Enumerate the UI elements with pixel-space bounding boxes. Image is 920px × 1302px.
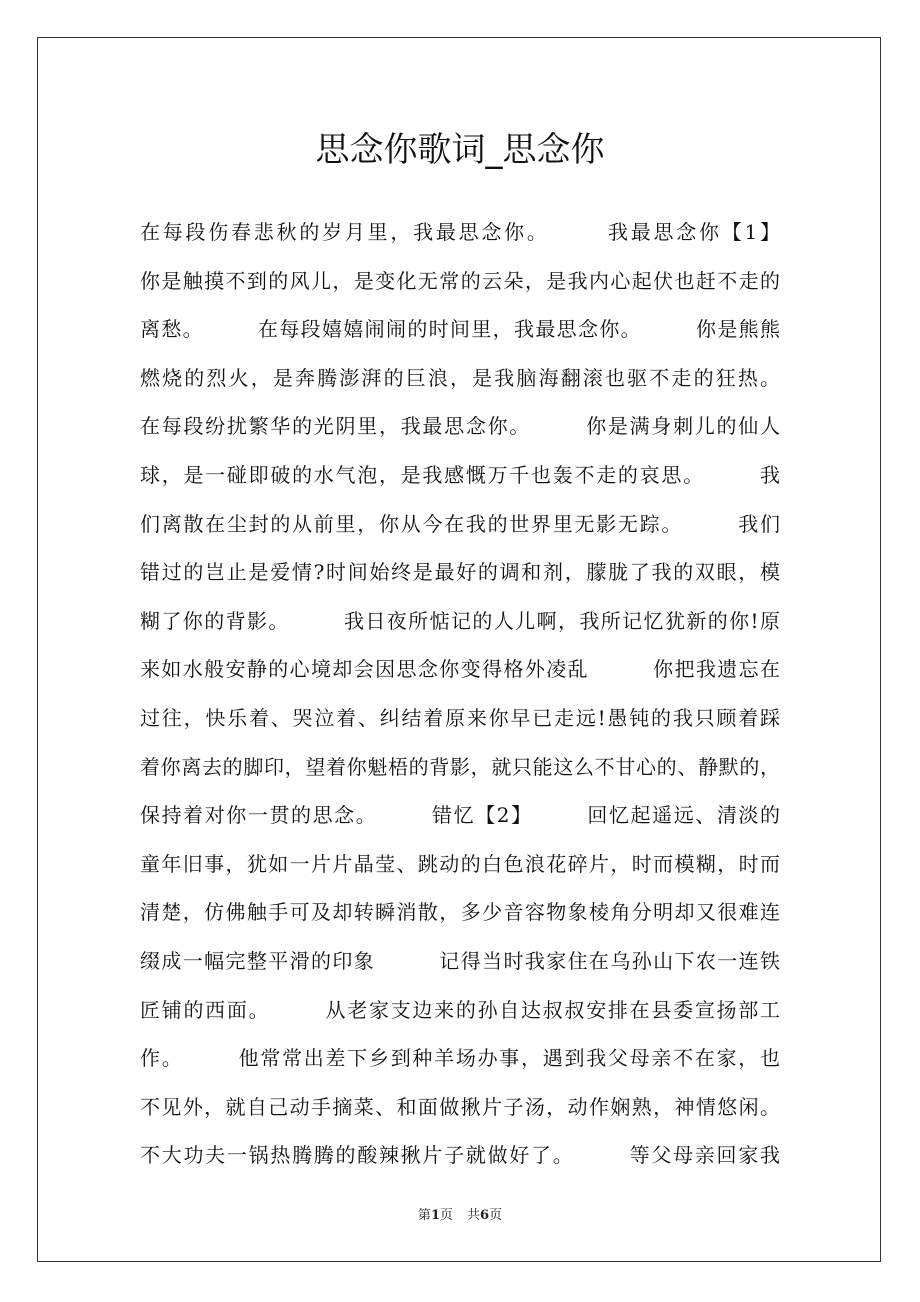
text-line — [140, 212, 780, 261]
text-line — [140, 309, 780, 358]
text-line-content: 在每段纷扰繁华的光阴里，我最思念你。 你是满身刺儿的仙人 — [140, 414, 780, 439]
text-line-content: 来如水般安静的心境却会因思念你变得格外凌乱 你把我遗忘在 — [140, 657, 780, 682]
text-line — [140, 649, 780, 698]
text-line-content: 作。 他常常出差下乡到种羊场办事，遇到我父母亲不在家，也 — [140, 1046, 780, 1071]
text-line-content: 们离散在尘封的从前里，你从今在我的世界里无影无踪。 我们 — [140, 511, 780, 536]
text-line — [140, 1038, 780, 1087]
total-label-suffix: 页 — [489, 1208, 503, 1223]
text-line-content: 你是触摸不到的风儿，是变化无常的云朵，是我内心起伏也赶不走的 — [140, 268, 780, 293]
text-line-content: 不见外，就自己动手摘菜、和面做揪片子汤，动作娴熟，神情悠闲。 — [140, 1094, 780, 1119]
text-line-content: 燃烧的烈火，是奔腾澎湃的巨浪，是我脑海翻滚也驱不走的狂热。 — [140, 365, 780, 390]
text-line — [140, 698, 780, 747]
text-line — [140, 990, 780, 1039]
page-footer — [0, 1204, 920, 1223]
text-line — [140, 1135, 780, 1184]
text-line — [140, 261, 780, 310]
text-line-content: 在每段伤春悲秋的岁月里，我最思念你。 我最思念你【1】 — [140, 220, 780, 244]
current-page-number: 1 — [430, 1208, 440, 1223]
text-line-content: 球，是一碰即破的水气泡，是我感慨万千也轰不走的哀思。 我 — [140, 462, 780, 487]
text-line-content: 缀成一幅完整平滑的印象 记得当时我家住在乌孙山下农一连铁 — [140, 948, 780, 973]
text-line — [140, 747, 780, 796]
text-line-content: 不大功夫一锅热腾腾的酸辣揪片子就做好了。 等父母亲回家我 — [140, 1143, 780, 1168]
text-line-content: 错过的岂止是爱情?时间始终是最好的调和剂，朦胧了我的双眼，模 — [140, 560, 780, 585]
page-label-prefix: 第 — [417, 1208, 431, 1223]
text-line — [140, 1087, 780, 1136]
text-line-content: 保持着对你一贯的思念。 错忆【2】 回忆起遥远、清淡的 — [140, 803, 780, 828]
text-line — [140, 358, 780, 407]
text-line — [140, 601, 780, 650]
text-line — [140, 892, 780, 941]
text-line — [140, 795, 780, 844]
text-line-content: 过往，快乐着、哭泣着、纠结着原来你早已走远!愚钝的我只顾着踩 — [140, 705, 780, 730]
text-line — [140, 941, 780, 990]
text-line — [140, 504, 780, 553]
text-line-content: 着你离去的脚印，望着你魁梧的背影，就只能这么不甘心的、静默的， — [140, 754, 780, 779]
text-line — [140, 552, 780, 601]
page-label-suffix: 页 — [439, 1208, 453, 1223]
text-line — [140, 406, 780, 455]
text-line — [140, 455, 780, 504]
document-title: 思念你歌词_思念你 — [315, 130, 605, 170]
document-body — [140, 212, 780, 1184]
text-line-content: 糊了你的背影。 我日夜所惦记的人儿啊，我所记忆犹新的你!原 — [140, 608, 780, 633]
text-line-content: 清楚，仿佛触手可及却转瞬消散，多少音容物象棱角分明却又很难连 — [140, 900, 780, 925]
text-line-content: 离愁。 在每段嬉嬉闹闹的时间里，我最思念你。 你是熊熊 — [140, 317, 780, 342]
text-line-content: 童年旧事，犹如一片片晶莹、跳动的白色浪花碎片，时而模糊，时而 — [140, 851, 780, 876]
text-line — [140, 844, 780, 893]
text-line-content: 匠铺的西面。 从老家支边来的孙自达叔叔安排在县委宣扬部工 — [140, 997, 780, 1022]
total-label-prefix: 共 — [467, 1208, 481, 1223]
total-pages-number: 6 — [480, 1208, 490, 1223]
